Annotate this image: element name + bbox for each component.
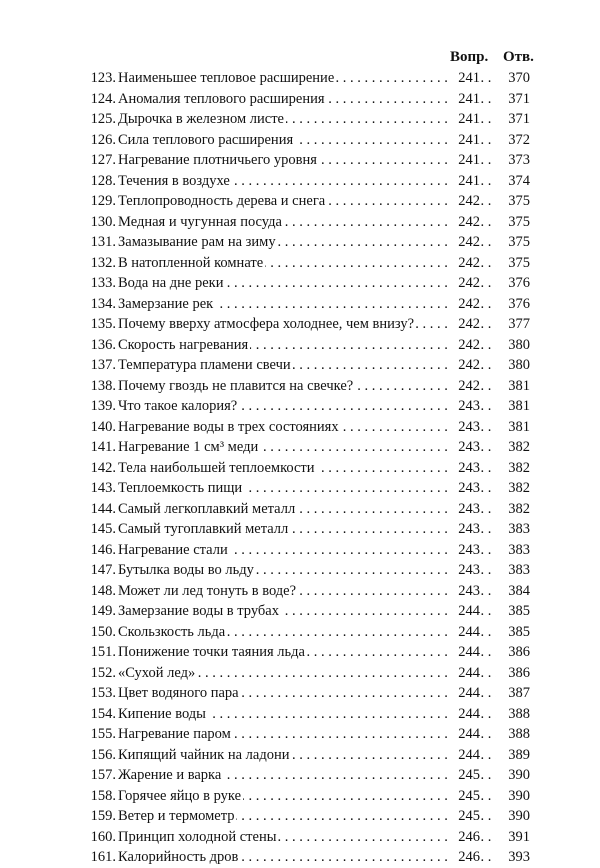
- toc-entry: [0, 232, 600, 253]
- entry-title: Аномалия теплового расширения: [118, 90, 325, 107]
- answer-page: 380: [508, 357, 530, 373]
- entry-number: 147.: [90, 562, 116, 578]
- question-page: 242: [452, 376, 480, 397]
- question-page: 242: [452, 314, 480, 335]
- toc-entry: [0, 786, 600, 807]
- toc-list: [0, 68, 600, 868]
- entry-title-leader: [118, 786, 496, 807]
- question-page: 243: [452, 499, 480, 520]
- entry-title-leader: [118, 642, 496, 663]
- entry-number: 124.: [90, 90, 116, 107]
- answer-page: 382: [508, 500, 530, 517]
- entry-number: 143.: [90, 480, 116, 496]
- toc-entry: [0, 806, 600, 827]
- answer-page: 374: [508, 172, 530, 189]
- entry-title: Жарение и варка: [118, 767, 222, 783]
- entry-title: Кипение воды: [118, 705, 206, 722]
- answer-page: 373: [508, 152, 530, 168]
- entry-title-leader: [118, 109, 496, 130]
- entry-number: 158.: [90, 787, 116, 804]
- entry-title-leader: [118, 232, 496, 253]
- answer-page: 376: [508, 275, 530, 291]
- entry-title: Что такое калория?: [118, 398, 238, 414]
- entry-title: Горячее яйцо в руке: [118, 787, 242, 804]
- entry-number: 153.: [90, 685, 116, 701]
- question-page: 241: [452, 68, 480, 89]
- entry-title-leader: [118, 478, 496, 499]
- answer-page: 385: [508, 603, 530, 619]
- toc-entry: [0, 642, 600, 663]
- toc-entry: [0, 560, 600, 581]
- answer-page: 385: [508, 623, 530, 640]
- question-page: 244: [452, 704, 480, 725]
- entry-title-leader: [118, 622, 496, 643]
- entry-title: «Сухой лед»: [118, 664, 196, 681]
- entry-number: 136.: [90, 336, 116, 353]
- entry-title: Самый тугоплавкий металл: [118, 521, 289, 537]
- toc-entry: [0, 253, 600, 274]
- entry-title: Тела наибольшей теплоемкости: [118, 459, 315, 476]
- answer-page: 375: [508, 193, 530, 209]
- question-page: 246: [452, 847, 480, 868]
- toc-entry: [0, 745, 600, 766]
- entry-title-leader: [118, 417, 496, 438]
- question-page: 245: [452, 806, 480, 827]
- entry-title: Нагревание воды в трех состояниях: [118, 418, 339, 435]
- entry-number: 145.: [90, 521, 116, 537]
- answer-page: 381: [508, 377, 530, 394]
- toc-entry: [0, 191, 600, 212]
- answer-page: 375: [508, 234, 530, 250]
- toc-entry: [0, 478, 600, 499]
- entry-title-leader: [118, 150, 496, 171]
- toc-entry: [0, 109, 600, 130]
- entry-number: 139.: [90, 398, 116, 414]
- answer-page: 376: [508, 295, 530, 312]
- entry-number: 125.: [90, 111, 116, 127]
- entry-title: Сила теплового расширения: [118, 131, 294, 148]
- entry-title-leader: [118, 314, 496, 335]
- entry-title-leader: [118, 683, 496, 704]
- toc-entry: [0, 437, 600, 458]
- entry-title: Наименьшее тепловое расширение: [118, 70, 335, 86]
- answer-page: 370: [508, 70, 530, 86]
- entry-title-leader: [118, 540, 496, 561]
- answer-page: 390: [508, 808, 530, 824]
- toc-entry: [0, 847, 600, 868]
- answer-column-header: Отв.: [503, 49, 534, 65]
- entry-number: 155.: [90, 726, 116, 742]
- question-page: 244: [452, 724, 480, 745]
- entry-title-leader: [118, 396, 496, 417]
- entry-title: В натопленной комнате: [118, 254, 264, 271]
- toc-entry: [0, 335, 600, 356]
- toc-entry: [0, 417, 600, 438]
- entry-number: 134.: [90, 295, 116, 312]
- question-page: 241: [452, 130, 480, 151]
- entry-title-leader: [118, 704, 496, 725]
- toc-entry: [0, 601, 600, 622]
- entry-title: Теплоемкость пищи: [118, 480, 243, 496]
- entry-number: 160.: [90, 828, 116, 845]
- entry-number: 156.: [90, 746, 116, 763]
- answer-page: 377: [508, 316, 530, 332]
- entry-title-leader: [118, 273, 496, 294]
- entry-title: Скользкость льда: [118, 623, 226, 640]
- question-page: 241: [452, 109, 480, 130]
- question-page: 242: [452, 191, 480, 212]
- entry-number: 159.: [90, 808, 116, 824]
- entry-title: Калорийность дров: [118, 849, 239, 865]
- question-page: 241: [452, 171, 480, 192]
- answer-page: 383: [508, 541, 530, 558]
- entry-title: Вода на дне реки: [118, 275, 224, 291]
- entry-title: Почему вверху атмосфера холоднее, чем внизу?: [118, 316, 415, 332]
- toc-entry: [0, 765, 600, 786]
- answer-page: 384: [508, 582, 530, 599]
- entry-title: Почему гвоздь не плавится на свечке?: [118, 377, 354, 394]
- question-page: 242: [452, 253, 480, 274]
- question-page: 243: [452, 519, 480, 540]
- entry-title: Замерзание воды в трубах: [118, 603, 279, 619]
- answer-page: 371: [508, 90, 530, 107]
- entry-title-leader: [118, 171, 496, 192]
- entry-number: 152.: [90, 664, 116, 681]
- answer-page: 391: [508, 828, 530, 845]
- question-page: 243: [452, 417, 480, 438]
- entry-number: 132.: [90, 254, 116, 271]
- entry-title-leader: [118, 724, 496, 745]
- entry-title: Теплопроводность дерева и снега: [118, 193, 326, 209]
- entry-number: 157.: [90, 767, 116, 783]
- entry-title: Скорость нагревания: [118, 336, 249, 353]
- question-page: 245: [452, 786, 480, 807]
- entry-number: 148.: [90, 582, 116, 599]
- question-page: 243: [452, 560, 480, 581]
- answer-page: 382: [508, 439, 530, 455]
- toc-entry: [0, 89, 600, 110]
- question-page: 243: [452, 581, 480, 602]
- answer-page: 388: [508, 726, 530, 742]
- entry-title: Дырочка в железном листе: [118, 111, 284, 127]
- entry-title: Может ли лед тонуть в воде?: [118, 582, 297, 599]
- entry-number: 149.: [90, 603, 116, 619]
- toc-entry: [0, 68, 600, 89]
- toc-entry: [0, 314, 600, 335]
- toc-entry: [0, 130, 600, 151]
- toc-entry: [0, 622, 600, 643]
- entry-title-leader: [118, 191, 496, 212]
- entry-title-leader: [118, 335, 496, 356]
- entry-title: Принцип холодной стены: [118, 828, 277, 845]
- question-page: 246: [452, 827, 480, 848]
- question-page: 243: [452, 396, 480, 417]
- question-page: 244: [452, 601, 480, 622]
- entry-title-leader: [118, 806, 496, 827]
- toc-entry: [0, 581, 600, 602]
- answer-page: 387: [508, 685, 530, 701]
- answer-page: 381: [508, 398, 530, 414]
- entry-number: 127.: [90, 152, 116, 168]
- entry-title: Температура пламени свечи: [118, 357, 291, 373]
- entry-title-leader: [118, 663, 496, 684]
- question-page: 243: [452, 458, 480, 479]
- entry-title-leader: [118, 847, 496, 868]
- entry-title-leader: [118, 827, 496, 848]
- question-page: 242: [452, 273, 480, 294]
- toc-entry: [0, 171, 600, 192]
- entry-number: 138.: [90, 377, 116, 394]
- answer-page: 386: [508, 644, 530, 660]
- answer-page: 382: [508, 480, 530, 496]
- question-page: 245: [452, 765, 480, 786]
- entry-title-leader: [118, 601, 496, 622]
- question-page: 244: [452, 663, 480, 684]
- entry-number: 131.: [90, 234, 116, 250]
- toc-entry: [0, 396, 600, 417]
- toc-entry: [0, 355, 600, 376]
- entry-number: 123.: [90, 70, 116, 86]
- toc-entry: [0, 273, 600, 294]
- entry-title: Нагревание стали: [118, 541, 228, 558]
- answer-page: 390: [508, 767, 530, 783]
- entry-title-leader: [118, 765, 496, 786]
- entry-title: Кипящий чайник на ладони: [118, 746, 290, 763]
- entry-title-leader: [118, 68, 496, 89]
- entry-title-leader: [118, 355, 496, 376]
- question-page: 241: [452, 89, 480, 110]
- entry-title-leader: [118, 89, 496, 110]
- answer-page: 380: [508, 336, 530, 353]
- entry-number: 128.: [90, 172, 116, 189]
- answer-page: 375: [508, 213, 530, 230]
- entry-number: 133.: [90, 275, 116, 291]
- entry-number: 151.: [90, 644, 116, 660]
- question-page: 244: [452, 745, 480, 766]
- entry-title-leader: [118, 212, 496, 233]
- toc-entry: [0, 150, 600, 171]
- toc-entry: [0, 294, 600, 315]
- toc-entry: [0, 827, 600, 848]
- answer-page: 381: [508, 418, 530, 435]
- question-page: 242: [452, 355, 480, 376]
- question-page: 243: [452, 478, 480, 499]
- answer-page: 375: [508, 254, 530, 271]
- entry-number: 146.: [90, 541, 116, 558]
- answer-page: 390: [508, 787, 530, 804]
- toc-entry: [0, 519, 600, 540]
- entry-number: 141.: [90, 439, 116, 455]
- entry-title: Течения в воздухе: [118, 172, 230, 189]
- entry-title-leader: [118, 253, 496, 274]
- toc-entry: [0, 376, 600, 397]
- entry-title-leader: [118, 581, 496, 602]
- answer-page: 382: [508, 459, 530, 476]
- question-column-header: Вопр.: [450, 49, 489, 65]
- question-page: 241: [452, 150, 480, 171]
- question-page: 243: [452, 540, 480, 561]
- entry-number: 142.: [90, 459, 116, 476]
- answer-page: 389: [508, 746, 530, 763]
- toc-entry: [0, 212, 600, 233]
- entry-title-leader: [118, 745, 496, 766]
- entry-title-leader: [118, 499, 496, 520]
- entry-title-leader: [118, 437, 496, 458]
- toc-entry: [0, 499, 600, 520]
- question-page: 242: [452, 294, 480, 315]
- entry-title: Замазывание рам на зиму: [118, 234, 276, 250]
- entry-title: Самый легкоплавкий металл: [118, 500, 296, 517]
- entry-title: Нагревание паром: [118, 726, 231, 742]
- entry-number: 130.: [90, 213, 116, 230]
- answer-page: 393: [508, 849, 530, 865]
- entry-title: Бутылка воды во льду: [118, 562, 254, 578]
- entry-number: 137.: [90, 357, 116, 373]
- entry-title: Замерзание рек: [118, 295, 214, 312]
- entry-number: 140.: [90, 418, 116, 435]
- toc-entry: [0, 458, 600, 479]
- toc-entry: [0, 683, 600, 704]
- entry-number: 144.: [90, 500, 116, 517]
- entry-title-leader: [118, 294, 496, 315]
- question-page: 242: [452, 232, 480, 253]
- entry-title: Медная и чугунная посуда: [118, 213, 282, 230]
- entry-number: 161.: [90, 849, 116, 865]
- toc-entry: [0, 540, 600, 561]
- entry-number: 129.: [90, 193, 116, 209]
- answer-page: 386: [508, 664, 530, 681]
- question-page: 244: [452, 642, 480, 663]
- answer-page: 383: [508, 562, 530, 578]
- entry-title: Нагревание 1 см³ меди: [118, 439, 259, 455]
- entry-title-leader: [118, 130, 496, 151]
- question-page: 242: [452, 335, 480, 356]
- answer-page: 371: [508, 111, 530, 127]
- answer-page: 383: [508, 521, 530, 537]
- entry-title-leader: [118, 560, 496, 581]
- entry-number: 154.: [90, 705, 116, 722]
- entry-title: Ветер и термометр: [118, 808, 235, 824]
- entry-title-leader: [118, 519, 496, 540]
- entry-title: Нагревание плотничьего уровня: [118, 152, 317, 168]
- entry-number: 150.: [90, 623, 116, 640]
- answer-page: 388: [508, 705, 530, 722]
- question-page: 243: [452, 437, 480, 458]
- question-page: 244: [452, 683, 480, 704]
- answer-page: 372: [508, 131, 530, 148]
- entry-number: 126.: [90, 131, 116, 148]
- entry-number: 135.: [90, 316, 116, 332]
- toc-entry: [0, 724, 600, 745]
- entry-title-leader: [118, 376, 496, 397]
- toc-entry: [0, 704, 600, 725]
- entry-title: Понижение точки таяния льда: [118, 644, 305, 660]
- entry-title: Цвет водяного пара: [118, 685, 239, 701]
- question-page: 244: [452, 622, 480, 643]
- question-page: 242: [452, 212, 480, 233]
- entry-title-leader: [118, 458, 496, 479]
- toc-entry: [0, 663, 600, 684]
